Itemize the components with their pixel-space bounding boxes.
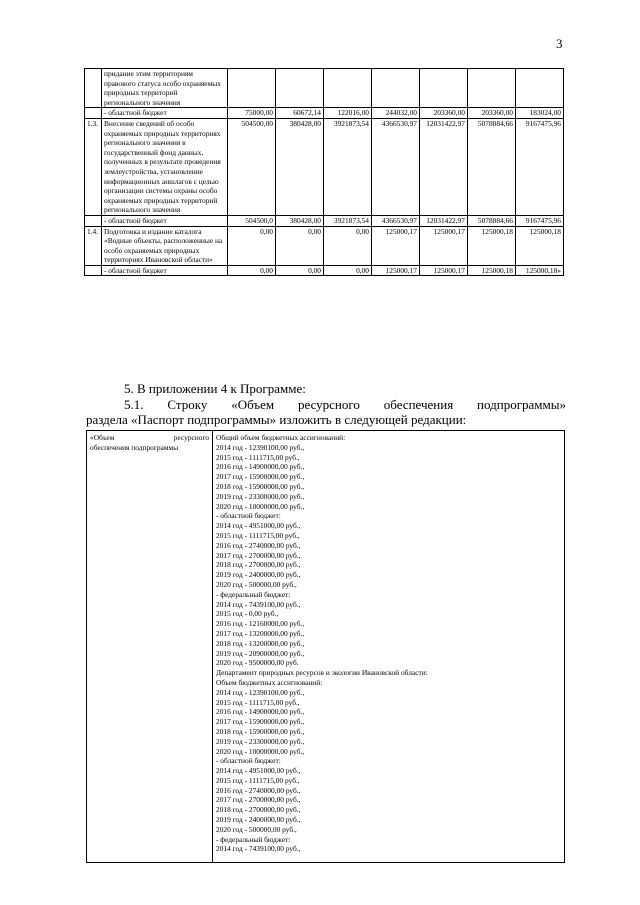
value-cell: 9167475,96	[516, 118, 564, 215]
funding-line: 2016 год - 14900000,00 руб.,	[216, 462, 305, 472]
page-number: 3	[556, 36, 563, 51]
funding-line: - федеральный бюджет:	[216, 834, 291, 844]
table-row	[85, 215, 564, 226]
table-row	[85, 226, 564, 265]
value-cell: 5078884,66	[468, 118, 516, 215]
paragraph-word: 5.1.	[124, 397, 144, 412]
funding-line: 2014 год - 7439100,00 руб.,	[216, 599, 301, 609]
value-cell	[516, 69, 564, 108]
funding-line: 2019 год - 2400000,00 руб.,	[216, 815, 301, 825]
value-cell: 504500,0	[228, 215, 276, 226]
funding-line: 2020 год - 10000000,00 руб.,	[216, 501, 305, 511]
funding-line: Департамент природных ресурсов и экологии Ивановской области:	[216, 668, 428, 678]
row-description-cell: придание этим территориям правового статуса особо охраняемых природных территорий регионального значения	[102, 69, 228, 108]
paragraph-word: подпрограммы»	[477, 397, 566, 412]
passport-table	[86, 430, 565, 863]
row-number-cell	[85, 108, 102, 119]
funding-line: 2015 год - 1111715,00 руб.,	[216, 697, 300, 707]
paragraph-word: ресурсного	[297, 397, 360, 412]
value-cell: 0,00	[228, 226, 276, 265]
funding-line: 2020 год - 500000,00 руб.,	[216, 824, 297, 834]
value-cell: 125000,18»	[516, 265, 564, 276]
funding-line: - областной бюджет:	[216, 756, 281, 766]
funding-line: 2016 год - 12160000,00 руб.,	[216, 619, 305, 629]
value-cell: 504500,00	[228, 118, 276, 215]
value-cell: 0,00	[276, 265, 324, 276]
funding-line: 2018 год - 2700000,00 руб.,	[216, 805, 301, 815]
funding-line: 2018 год - 15900000,00 руб.,	[216, 726, 305, 736]
paragraph-5-1	[86, 398, 566, 427]
value-cell	[420, 69, 468, 108]
row-description-cell: Внесение сведений об особо охраняемых природных территориях регионального значения в государственный фонд данных, полученных в результате проведения землеустройства, установление информационных аншлагов с целью организации системы охраны особо охраняемых природных территорий регионального значения	[102, 118, 228, 215]
value-cell: 0,00	[276, 226, 324, 265]
value-cell: 125000,18	[516, 226, 564, 265]
funding-line: 2014 год - 4951000,00 руб.,	[216, 766, 301, 776]
funding-line: - областной бюджет:	[216, 511, 281, 521]
paragraph-word: «Объем	[231, 397, 275, 412]
funding-line: 2019 год - 23300000,00 руб.,	[216, 736, 305, 746]
funding-line: 2018 год - 13200000,00 руб.,	[216, 638, 305, 648]
table-row	[85, 108, 564, 119]
row-description-cell: - областной бюджет	[102, 108, 228, 119]
value-cell: 203360,00	[468, 108, 516, 119]
funding-line: 2020 год - 10000000,00 руб.,	[216, 746, 305, 756]
value-cell: 125000,18	[468, 265, 516, 276]
funding-line: 2017 год - 15900000,00 руб.,	[216, 717, 305, 727]
value-cell: 12031422,97	[420, 118, 468, 215]
row-description-cell: - областной бюджет	[102, 265, 228, 276]
passport-label-line-2: обеспечения подпрограммы	[90, 442, 179, 452]
value-cell	[324, 69, 372, 108]
value-cell	[228, 69, 276, 108]
funding-line: 2014 год - 12390100,00 руб.,	[216, 442, 305, 452]
row-description-cell: - областной бюджет	[102, 215, 228, 226]
value-cell: 125000,17	[420, 265, 468, 276]
value-cell: 203360,00	[420, 108, 468, 119]
paragraph-word: обеспечения	[383, 397, 454, 412]
value-cell: 5078884,66	[468, 215, 516, 226]
section-heading: 5. В приложении 4 к Программе:	[124, 381, 306, 396]
funding-line: 2014 год - 4951000,00 руб.,	[216, 521, 301, 531]
value-cell	[372, 69, 420, 108]
funding-line: 2015 год - 0,00 руб.,	[216, 609, 279, 619]
value-cell: 3921873,54	[324, 118, 372, 215]
funding-line: 2016 год - 2740000,00 руб.,	[216, 785, 301, 795]
funding-line: Объем бюджетных ассигнований:	[216, 677, 323, 687]
value-cell: 125000,17	[420, 226, 468, 265]
funding-line: 2020 год - 500000,00 руб.,	[216, 579, 297, 589]
value-cell: 244032,00	[372, 108, 420, 119]
row-number-cell	[85, 215, 102, 226]
row-number-cell: 1.4.	[85, 226, 102, 265]
value-cell: 0,00	[324, 265, 372, 276]
row-number-cell	[85, 69, 102, 108]
passport-label-cell	[87, 431, 213, 863]
value-cell: 125000,17	[372, 226, 420, 265]
funding-line: 2015 год - 1111715,00 руб.,	[216, 775, 300, 785]
funding-line: Общий объем бюджетных ассигнований:	[216, 433, 346, 442]
funding-line: 2015 год - 1111715,00 руб.,	[216, 530, 300, 540]
value-cell: 75000,00	[228, 108, 276, 119]
funding-line: 2016 год - 14900000,00 руб.,	[216, 707, 305, 717]
budget-table	[84, 68, 564, 276]
value-cell: 125000,18	[468, 226, 516, 265]
value-cell: 12031422,97	[420, 215, 468, 226]
row-number-cell	[85, 265, 102, 276]
paragraph-line-1	[86, 398, 566, 413]
value-cell: 3921873,54	[324, 215, 372, 226]
value-cell: 60672,14	[276, 108, 324, 119]
budget-table-body	[85, 69, 564, 276]
passport-label-line-1: «Объем ресурсного	[90, 433, 209, 442]
funding-line: 2020 год - 9500000,00 руб.	[216, 658, 299, 668]
funding-line: - федеральный бюджет:	[216, 589, 291, 599]
value-cell: 380428,00	[276, 215, 324, 226]
funding-line: 2019 год - 20900000,00 руб.,	[216, 648, 305, 658]
funding-line: 2017 год - 2700000,00 руб.,	[216, 795, 301, 805]
row-number-cell: 1.3.	[85, 118, 102, 215]
funding-line: 2014 год - 7439100,00 руб.,	[216, 844, 301, 854]
value-cell: 4366530,97	[372, 215, 420, 226]
funding-line: 2018 год - 15900000,00 руб.,	[216, 481, 305, 491]
value-cell: 380428,00	[276, 118, 324, 215]
funding-line: 2015 год - 1111715,00 руб.,	[216, 452, 300, 462]
funding-line: 2016 год - 2740000,00 руб.,	[216, 540, 301, 550]
passport-value-cell	[213, 431, 565, 863]
passport-row	[87, 431, 565, 863]
funding-line: 2014 год - 12390100,00 руб.,	[216, 687, 305, 697]
value-cell: 4366530,97	[372, 118, 420, 215]
value-cell	[276, 69, 324, 108]
value-cell: 0,00	[324, 226, 372, 265]
funding-line: 2019 год - 2400000,00 руб.,	[216, 570, 301, 580]
funding-line: 2019 год - 23300000,00 руб.,	[216, 491, 305, 501]
funding-line: 2017 год - 13200000,00 руб.,	[216, 628, 305, 638]
value-cell: 122016,00	[324, 108, 372, 119]
value-cell: 183024,00	[516, 108, 564, 119]
paragraph-line-2: раздела «Паспорт подпрограммы» изложить в следующей редакции:	[86, 411, 467, 427]
funding-line: 2017 год - 15900000,00 руб.,	[216, 472, 305, 482]
value-cell: 9167475,96	[516, 215, 564, 226]
value-cell: 125000,17	[372, 265, 420, 276]
table-row	[85, 69, 564, 108]
funding-line: 2018 год - 2700000,00 руб.,	[216, 560, 301, 570]
funding-line: 2017 год - 2700000,00 руб.,	[216, 550, 301, 560]
row-description-cell: Подготовка и издание каталога «Водные объекты, расположенные на особо охраняемых природных территориях Ивановской области»	[102, 226, 228, 265]
value-cell: 0,00	[228, 265, 276, 276]
value-cell	[468, 69, 516, 108]
paragraph-word: Строку	[167, 397, 208, 412]
table-row	[85, 118, 564, 215]
table-row	[85, 265, 564, 276]
